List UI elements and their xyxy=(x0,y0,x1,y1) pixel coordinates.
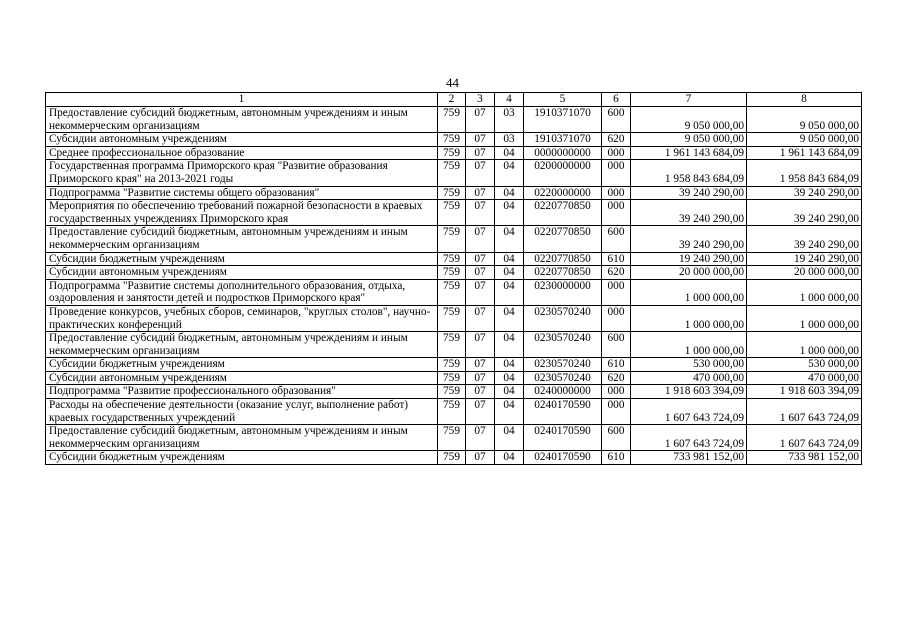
table-row xyxy=(46,399,862,425)
table-row xyxy=(46,332,862,358)
ministry-code: 759 xyxy=(438,385,466,399)
item-name: Государственная программа Приморского края "Развитие образования Приморского края" на 2013-2021 годы xyxy=(46,160,438,186)
header-cell: 6 xyxy=(602,93,631,107)
item-name: Субсидии автономным учреждениям xyxy=(46,371,438,385)
section-code: 07 xyxy=(466,425,495,451)
section-code: 07 xyxy=(466,305,495,331)
expense-type-code: 000 xyxy=(602,186,631,200)
amount-col8: 530 000,00 xyxy=(747,358,862,372)
amount-col7: 20 000 000,00 xyxy=(631,266,747,280)
expense-type-code: 000 xyxy=(602,160,631,186)
amount-col7: 1 918 603 394,09 xyxy=(631,385,747,399)
target-article-code: 0220000000 xyxy=(524,186,602,200)
subsection-code: 03 xyxy=(495,107,524,133)
amount-col7: 530 000,00 xyxy=(631,358,747,372)
table-row xyxy=(46,279,862,305)
subsection-code: 04 xyxy=(495,371,524,385)
amount-col8: 470 000,00 xyxy=(747,371,862,385)
subsection-code: 04 xyxy=(495,305,524,331)
amount-col7: 1 000 000,00 xyxy=(631,279,747,305)
target-article-code: 0230570240 xyxy=(524,305,602,331)
amount-col7: 1 000 000,00 xyxy=(631,305,747,331)
amount-col7: 1 958 843 684,09 xyxy=(631,160,747,186)
item-name: Субсидии автономным учреждениям xyxy=(46,266,438,280)
subsection-code: 04 xyxy=(495,186,524,200)
section-code: 07 xyxy=(466,133,495,147)
amount-col8: 20 000 000,00 xyxy=(747,266,862,280)
item-name: Предоставление субсидий бюджетным, автономным учреждениям и иным некоммерческим организациям xyxy=(46,226,438,252)
target-article-code: 0240170590 xyxy=(524,425,602,451)
expense-type-code: 620 xyxy=(602,371,631,385)
amount-col8: 1 961 143 684,09 xyxy=(747,146,862,160)
amount-col8: 1 918 603 394,09 xyxy=(747,385,862,399)
ministry-code: 759 xyxy=(438,451,466,465)
target-article-code: 0220770850 xyxy=(524,252,602,266)
expense-type-code: 610 xyxy=(602,451,631,465)
amount-col8: 39 240 290,00 xyxy=(747,200,862,226)
amount-col7: 1 000 000,00 xyxy=(631,332,747,358)
subsection-code: 04 xyxy=(495,160,524,186)
amount-col8: 733 981 152,00 xyxy=(747,451,862,465)
ministry-code: 759 xyxy=(438,160,466,186)
item-name: Предоставление субсидий бюджетным, автономным учреждениям и иным некоммерческим организациям xyxy=(46,332,438,358)
expense-type-code: 000 xyxy=(602,200,631,226)
section-code: 07 xyxy=(466,200,495,226)
target-article-code: 0230570240 xyxy=(524,332,602,358)
amount-col7: 39 240 290,00 xyxy=(631,226,747,252)
budget-table xyxy=(45,92,862,465)
page-number: 44 xyxy=(446,75,459,90)
amount-col8: 9 050 000,00 xyxy=(747,133,862,147)
amount-col8: 9 050 000,00 xyxy=(747,107,862,133)
target-article-code: 0220770850 xyxy=(524,226,602,252)
target-article-code: 0230000000 xyxy=(524,279,602,305)
ministry-code: 759 xyxy=(438,252,466,266)
target-article-code: 0230570240 xyxy=(524,371,602,385)
item-name: Предоставление субсидий бюджетным, автономным учреждениям и иным некоммерческим организациям xyxy=(46,425,438,451)
target-article-code: 0240170590 xyxy=(524,399,602,425)
subsection-code: 04 xyxy=(495,451,524,465)
item-name: Мероприятия по обеспечению требований пожарной безопасности в краевых государственных учреждениях Приморского края xyxy=(46,200,438,226)
ministry-code: 759 xyxy=(438,146,466,160)
table-row xyxy=(46,226,862,252)
header-cell: 1 xyxy=(46,93,438,107)
subsection-code: 04 xyxy=(495,385,524,399)
target-article-code: 0240000000 xyxy=(524,385,602,399)
expense-type-code: 620 xyxy=(602,266,631,280)
amount-col8: 39 240 290,00 xyxy=(747,226,862,252)
target-article-code: 0230570240 xyxy=(524,358,602,372)
item-name: Расходы на обеспечение деятельности (оказание услуг, выполнение работ) краевых государственных учреждений xyxy=(46,399,438,425)
expense-type-code: 000 xyxy=(602,385,631,399)
header-cell: 3 xyxy=(466,93,495,107)
table-row xyxy=(46,186,862,200)
expense-type-code: 000 xyxy=(602,305,631,331)
header-cell: 5 xyxy=(524,93,602,107)
amount-col8: 1 607 643 724,09 xyxy=(747,399,862,425)
table-row xyxy=(46,358,862,372)
expense-type-code: 600 xyxy=(602,107,631,133)
subsection-code: 04 xyxy=(495,399,524,425)
table-row xyxy=(46,160,862,186)
section-code: 07 xyxy=(466,146,495,160)
section-code: 07 xyxy=(466,252,495,266)
table-row xyxy=(46,305,862,331)
amount-col7: 1 961 143 684,09 xyxy=(631,146,747,160)
header-cell: 8 xyxy=(747,93,862,107)
section-code: 07 xyxy=(466,451,495,465)
section-code: 07 xyxy=(466,358,495,372)
subsection-code: 03 xyxy=(495,133,524,147)
table-row xyxy=(46,200,862,226)
amount-col7: 9 050 000,00 xyxy=(631,133,747,147)
amount-col7: 470 000,00 xyxy=(631,371,747,385)
ministry-code: 759 xyxy=(438,279,466,305)
ministry-code: 759 xyxy=(438,226,466,252)
item-name: Субсидии автономным учреждениям xyxy=(46,133,438,147)
table-row xyxy=(46,266,862,280)
target-article-code: 0000000000 xyxy=(524,146,602,160)
amount-col8: 1 000 000,00 xyxy=(747,332,862,358)
ministry-code: 759 xyxy=(438,200,466,226)
ministry-code: 759 xyxy=(438,399,466,425)
expense-type-code: 610 xyxy=(602,252,631,266)
section-code: 07 xyxy=(466,279,495,305)
amount-col7: 1 607 643 724,09 xyxy=(631,399,747,425)
target-article-code: 1910371070 xyxy=(524,133,602,147)
item-name: Субсидии бюджетным учреждениям xyxy=(46,358,438,372)
table-body xyxy=(46,107,862,465)
ministry-code: 759 xyxy=(438,186,466,200)
amount-col7: 1 607 643 724,09 xyxy=(631,425,747,451)
section-code: 07 xyxy=(466,385,495,399)
target-article-code: 0220770850 xyxy=(524,200,602,226)
section-code: 07 xyxy=(466,226,495,252)
ministry-code: 759 xyxy=(438,332,466,358)
expense-type-code: 600 xyxy=(602,425,631,451)
expense-type-code: 610 xyxy=(602,358,631,372)
section-code: 07 xyxy=(466,160,495,186)
ministry-code: 759 xyxy=(438,107,466,133)
amount-col8: 1 000 000,00 xyxy=(747,305,862,331)
ministry-code: 759 xyxy=(438,358,466,372)
header-cell: 2 xyxy=(438,93,466,107)
amount-col7: 39 240 290,00 xyxy=(631,200,747,226)
table-row xyxy=(46,133,862,147)
section-code: 07 xyxy=(466,371,495,385)
amount-col8: 39 240 290,00 xyxy=(747,186,862,200)
header-cell: 7 xyxy=(631,93,747,107)
section-code: 07 xyxy=(466,332,495,358)
expense-type-code: 600 xyxy=(602,332,631,358)
section-code: 07 xyxy=(466,186,495,200)
item-name: Предоставление субсидий бюджетным, автономным учреждениям и иным некоммерческим организациям xyxy=(46,107,438,133)
target-article-code: 0200000000 xyxy=(524,160,602,186)
section-code: 07 xyxy=(466,399,495,425)
subsection-code: 04 xyxy=(495,226,524,252)
subsection-code: 04 xyxy=(495,146,524,160)
subsection-code: 04 xyxy=(495,279,524,305)
amount-col7: 39 240 290,00 xyxy=(631,186,747,200)
table-row xyxy=(46,146,862,160)
expense-type-code: 000 xyxy=(602,279,631,305)
header-row xyxy=(46,93,862,107)
header-cell: 4 xyxy=(495,93,524,107)
item-name: Подпрограмма "Развитие системы общего образования" xyxy=(46,186,438,200)
table-row xyxy=(46,385,862,399)
expense-type-code: 620 xyxy=(602,133,631,147)
section-code: 07 xyxy=(466,266,495,280)
expense-type-code: 000 xyxy=(602,146,631,160)
ministry-code: 759 xyxy=(438,266,466,280)
ministry-code: 759 xyxy=(438,425,466,451)
item-name: Среднее профессиональное образование xyxy=(46,146,438,160)
table-row xyxy=(46,371,862,385)
amount-col7: 19 240 290,00 xyxy=(631,252,747,266)
subsection-code: 04 xyxy=(495,266,524,280)
table-row xyxy=(46,252,862,266)
ministry-code: 759 xyxy=(438,305,466,331)
subsection-code: 04 xyxy=(495,358,524,372)
expense-type-code: 000 xyxy=(602,399,631,425)
target-article-code: 0220770850 xyxy=(524,266,602,280)
item-name: Подпрограмма "Развитие системы дополнительного образования, отдыха, оздоровления и занятости детей и подростков Приморского края" xyxy=(46,279,438,305)
item-name: Субсидии бюджетным учреждениям xyxy=(46,451,438,465)
section-code: 07 xyxy=(466,107,495,133)
subsection-code: 04 xyxy=(495,252,524,266)
amount-col7: 9 050 000,00 xyxy=(631,107,747,133)
ministry-code: 759 xyxy=(438,371,466,385)
target-article-code: 1910371070 xyxy=(524,107,602,133)
amount-col8: 1 000 000,00 xyxy=(747,279,862,305)
amount-col8: 1 958 843 684,09 xyxy=(747,160,862,186)
ministry-code: 759 xyxy=(438,133,466,147)
item-name: Подпрограмма "Развитие профессионального образования" xyxy=(46,385,438,399)
item-name: Проведение конкурсов, учебных сборов, семинаров, "круглых столов", научно-практических конференций xyxy=(46,305,438,331)
amount-col7: 733 981 152,00 xyxy=(631,451,747,465)
subsection-code: 04 xyxy=(495,332,524,358)
amount-col8: 19 240 290,00 xyxy=(747,252,862,266)
amount-col8: 1 607 643 724,09 xyxy=(747,425,862,451)
table-row xyxy=(46,107,862,133)
subsection-code: 04 xyxy=(495,200,524,226)
target-article-code: 0240170590 xyxy=(524,451,602,465)
table-row xyxy=(46,451,862,465)
subsection-code: 04 xyxy=(495,425,524,451)
item-name: Субсидии бюджетным учреждениям xyxy=(46,252,438,266)
table-row xyxy=(46,425,862,451)
expense-type-code: 600 xyxy=(602,226,631,252)
